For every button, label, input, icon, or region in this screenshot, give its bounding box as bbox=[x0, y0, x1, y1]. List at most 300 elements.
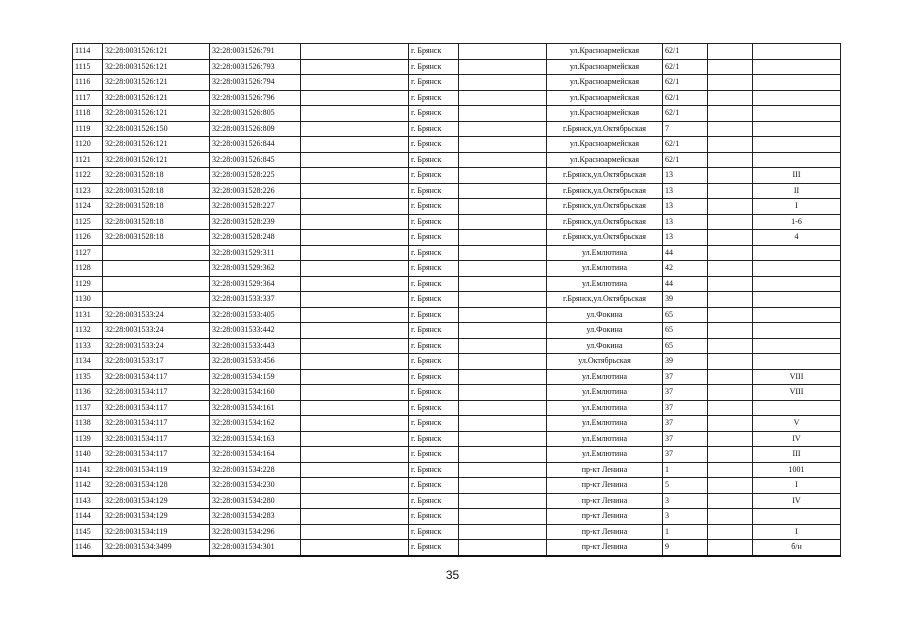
table-cell: 1128 bbox=[73, 261, 103, 277]
table-cell bbox=[301, 354, 409, 370]
table-cell: г. Брянск bbox=[409, 354, 459, 370]
table-cell: 37 bbox=[663, 369, 708, 385]
table-cell bbox=[459, 478, 547, 494]
table-cell bbox=[459, 137, 547, 153]
table-cell: 32:28:0031534:119 bbox=[103, 462, 210, 478]
table-row bbox=[73, 524, 841, 540]
table-cell: ул.Емлютина bbox=[547, 385, 663, 401]
table-cell bbox=[301, 106, 409, 122]
table-cell bbox=[708, 137, 753, 153]
table-cell: ул.Емлютина bbox=[547, 416, 663, 432]
table-cell: ул.Красноармейская bbox=[547, 90, 663, 106]
table-row bbox=[73, 369, 841, 385]
table-cell bbox=[708, 59, 753, 75]
table-cell: VIII bbox=[753, 385, 841, 401]
table-cell bbox=[459, 152, 547, 168]
table-cell: ул.Емлютина bbox=[547, 400, 663, 416]
table-cell: IV bbox=[753, 431, 841, 447]
table-cell bbox=[103, 261, 210, 277]
table-cell bbox=[753, 137, 841, 153]
table-cell bbox=[301, 44, 409, 60]
table-cell bbox=[301, 400, 409, 416]
table-cell bbox=[301, 478, 409, 494]
table-cell: 32:28:0031534:163 bbox=[210, 431, 301, 447]
table-row bbox=[73, 152, 841, 168]
table-cell bbox=[753, 292, 841, 308]
table-cell: г. Брянск bbox=[409, 509, 459, 525]
table-cell: 1001 bbox=[753, 462, 841, 478]
table-cell: г. Брянск bbox=[409, 44, 459, 60]
table-cell bbox=[459, 245, 547, 261]
table-cell: г. Брянск bbox=[409, 462, 459, 478]
table-cell: 13 bbox=[663, 230, 708, 246]
table-cell bbox=[301, 493, 409, 509]
table-cell bbox=[459, 59, 547, 75]
table-cell: г. Брянск bbox=[409, 245, 459, 261]
table-cell bbox=[103, 292, 210, 308]
table-cell: 32:28:0031534:117 bbox=[103, 400, 210, 416]
table-cell: 1115 bbox=[73, 59, 103, 75]
table-cell bbox=[708, 540, 753, 556]
table-cell bbox=[459, 416, 547, 432]
table-cell bbox=[459, 369, 547, 385]
table-cell: ул.Емлютина bbox=[547, 369, 663, 385]
table-cell bbox=[753, 354, 841, 370]
table-cell: пр-кт Ленина bbox=[547, 540, 663, 556]
table-row bbox=[73, 137, 841, 153]
table-cell: г. Брянск bbox=[409, 524, 459, 540]
table-cell bbox=[708, 199, 753, 215]
table-cell: III bbox=[753, 447, 841, 463]
table-cell: 32:28:0031526:805 bbox=[210, 106, 301, 122]
table-cell: 4 bbox=[753, 230, 841, 246]
table-cell: 7 bbox=[663, 121, 708, 137]
table-cell: 32:28:0031534:164 bbox=[210, 447, 301, 463]
table-cell bbox=[708, 183, 753, 199]
table-cell: ул.Красноармейская bbox=[547, 44, 663, 60]
table-cell: V bbox=[753, 416, 841, 432]
table-cell: 32:28:0031526:121 bbox=[103, 75, 210, 91]
table-cell bbox=[301, 199, 409, 215]
table-cell: 1120 bbox=[73, 137, 103, 153]
table-cell bbox=[301, 540, 409, 556]
table-cell: 32:28:0031533:456 bbox=[210, 354, 301, 370]
table-cell: г.Брянск,ул.Октябрьская bbox=[547, 214, 663, 230]
table-cell: 32:28:0031534:119 bbox=[103, 524, 210, 540]
table-cell: 1134 bbox=[73, 354, 103, 370]
table-cell bbox=[753, 245, 841, 261]
table-cell bbox=[708, 168, 753, 184]
table-cell: ул.Емлютина bbox=[547, 431, 663, 447]
table-cell: ул.Емлютина bbox=[547, 447, 663, 463]
table-cell bbox=[753, 44, 841, 60]
table-cell bbox=[753, 121, 841, 137]
table-row bbox=[73, 307, 841, 323]
table-cell: ул.Емлютина bbox=[547, 261, 663, 277]
table-cell: г. Брянск bbox=[409, 183, 459, 199]
table-cell bbox=[459, 121, 547, 137]
table-cell: 32:28:0031528:18 bbox=[103, 183, 210, 199]
table-cell bbox=[753, 261, 841, 277]
table-cell: г. Брянск bbox=[409, 121, 459, 137]
table-cell: 1146 bbox=[73, 540, 103, 556]
table-cell bbox=[301, 369, 409, 385]
table-cell: 1-6 bbox=[753, 214, 841, 230]
table-cell: 62/1 bbox=[663, 152, 708, 168]
table-cell: 13 bbox=[663, 199, 708, 215]
table-cell: пр-кт Ленина bbox=[547, 478, 663, 494]
table-cell: 13 bbox=[663, 183, 708, 199]
table-cell bbox=[301, 261, 409, 277]
table-cell: 32:28:0031534:230 bbox=[210, 478, 301, 494]
table-cell: 32:28:0031526:796 bbox=[210, 90, 301, 106]
table-cell: 62/1 bbox=[663, 59, 708, 75]
table-cell: ул.Красноармейская bbox=[547, 152, 663, 168]
table-cell: 32:28:0031526:809 bbox=[210, 121, 301, 137]
table-row bbox=[73, 385, 841, 401]
table-cell: 42 bbox=[663, 261, 708, 277]
table-cell: 32:28:0031534:301 bbox=[210, 540, 301, 556]
table-row bbox=[73, 462, 841, 478]
table-cell: г. Брянск bbox=[409, 292, 459, 308]
table-cell bbox=[708, 307, 753, 323]
table-row bbox=[73, 292, 841, 308]
table-cell bbox=[301, 152, 409, 168]
table-cell: 5 bbox=[663, 478, 708, 494]
table-cell bbox=[708, 276, 753, 292]
table-row bbox=[73, 261, 841, 277]
table-cell: 1119 bbox=[73, 121, 103, 137]
table-cell bbox=[459, 338, 547, 354]
table-row bbox=[73, 323, 841, 339]
table-cell bbox=[301, 168, 409, 184]
table-cell bbox=[459, 493, 547, 509]
table-cell bbox=[753, 400, 841, 416]
table-cell bbox=[459, 431, 547, 447]
table-row bbox=[73, 493, 841, 509]
table-cell: г. Брянск bbox=[409, 137, 459, 153]
table-cell: 32:28:0031534:117 bbox=[103, 447, 210, 463]
table-cell: 32:28:0031534:128 bbox=[103, 478, 210, 494]
table-cell: 3 bbox=[663, 509, 708, 525]
table-cell: 62/1 bbox=[663, 90, 708, 106]
table-cell bbox=[708, 230, 753, 246]
table-cell: 1132 bbox=[73, 323, 103, 339]
table-cell: 44 bbox=[663, 245, 708, 261]
table-cell: г. Брянск bbox=[409, 90, 459, 106]
table-cell: г. Брянск bbox=[409, 369, 459, 385]
table-cell: б/н bbox=[753, 540, 841, 556]
table-cell bbox=[753, 59, 841, 75]
table-cell: 65 bbox=[663, 307, 708, 323]
table-row bbox=[73, 478, 841, 494]
table-cell: 62/1 bbox=[663, 44, 708, 60]
table-cell: г. Брянск bbox=[409, 276, 459, 292]
table-cell bbox=[459, 183, 547, 199]
table-cell: г. Брянск bbox=[409, 323, 459, 339]
table-cell: 32:28:0031533:24 bbox=[103, 307, 210, 323]
table-cell: ул.Красноармейская bbox=[547, 75, 663, 91]
table-row bbox=[73, 44, 841, 60]
table-cell: 13 bbox=[663, 168, 708, 184]
table-cell: 1127 bbox=[73, 245, 103, 261]
table-row bbox=[73, 400, 841, 416]
table-cell: г. Брянск bbox=[409, 493, 459, 509]
table-cell bbox=[301, 524, 409, 540]
table-cell: 32:28:0031528:227 bbox=[210, 199, 301, 215]
table-cell: 32:28:0031534:117 bbox=[103, 385, 210, 401]
table-cell bbox=[459, 214, 547, 230]
table-cell: 32:28:0031528:18 bbox=[103, 230, 210, 246]
table-cell: 1129 bbox=[73, 276, 103, 292]
table-cell: 32:28:0031534:160 bbox=[210, 385, 301, 401]
table-cell: 32:28:0031534:3499 bbox=[103, 540, 210, 556]
table-cell: г. Брянск bbox=[409, 261, 459, 277]
table-cell: г. Брянск bbox=[409, 416, 459, 432]
table-cell bbox=[301, 431, 409, 447]
table-cell: 1122 bbox=[73, 168, 103, 184]
table-cell: 32:28:0031528:239 bbox=[210, 214, 301, 230]
table-cell bbox=[301, 509, 409, 525]
table-cell: 1138 bbox=[73, 416, 103, 432]
table-cell: г. Брянск bbox=[409, 230, 459, 246]
table-cell: 1117 bbox=[73, 90, 103, 106]
table-row bbox=[73, 416, 841, 432]
table-cell: пр-кт Ленина bbox=[547, 524, 663, 540]
table-cell: 32:28:0031526:845 bbox=[210, 152, 301, 168]
table-cell: 32:28:0031534:129 bbox=[103, 493, 210, 509]
table-cell bbox=[459, 307, 547, 323]
table-cell: 9 bbox=[663, 540, 708, 556]
table-cell bbox=[301, 385, 409, 401]
table-row bbox=[73, 183, 841, 199]
table-cell bbox=[301, 214, 409, 230]
table-cell bbox=[753, 152, 841, 168]
table-cell: 1121 bbox=[73, 152, 103, 168]
table-cell bbox=[459, 540, 547, 556]
table-row bbox=[73, 509, 841, 525]
table-row bbox=[73, 168, 841, 184]
table-cell: 32:28:0031534:228 bbox=[210, 462, 301, 478]
table-cell: 1118 bbox=[73, 106, 103, 122]
table-cell: 1145 bbox=[73, 524, 103, 540]
table-cell bbox=[708, 416, 753, 432]
table-cell: 37 bbox=[663, 431, 708, 447]
table-cell bbox=[753, 90, 841, 106]
table-row bbox=[73, 75, 841, 91]
table-cell bbox=[301, 121, 409, 137]
table-cell: 32:28:0031534:129 bbox=[103, 509, 210, 525]
table-cell bbox=[753, 509, 841, 525]
table-cell: пр-кт Ленина bbox=[547, 493, 663, 509]
table-cell bbox=[301, 59, 409, 75]
table-cell bbox=[459, 90, 547, 106]
table-cell: г. Брянск bbox=[409, 75, 459, 91]
table-cell: 32:28:0031526:121 bbox=[103, 106, 210, 122]
table-row bbox=[73, 214, 841, 230]
table-cell: г. Брянск bbox=[409, 400, 459, 416]
table-cell: ул.Фокина bbox=[547, 307, 663, 323]
table-row bbox=[73, 90, 841, 106]
table-cell: г. Брянск bbox=[409, 152, 459, 168]
table-cell bbox=[459, 447, 547, 463]
table-cell bbox=[103, 276, 210, 292]
table-cell: 1143 bbox=[73, 493, 103, 509]
table-cell: 44 bbox=[663, 276, 708, 292]
table-cell: ул.Фокина bbox=[547, 323, 663, 339]
table-row bbox=[73, 245, 841, 261]
table-cell bbox=[708, 214, 753, 230]
table-cell: I bbox=[753, 199, 841, 215]
table-cell: 1141 bbox=[73, 462, 103, 478]
table-cell: 39 bbox=[663, 354, 708, 370]
table-cell bbox=[459, 168, 547, 184]
table-cell: II bbox=[753, 183, 841, 199]
table-cell: 32:28:0031529:364 bbox=[210, 276, 301, 292]
table-cell: ул.Красноармейская bbox=[547, 137, 663, 153]
table-cell: 32:28:0031533:24 bbox=[103, 323, 210, 339]
table-cell bbox=[301, 447, 409, 463]
table-cell bbox=[708, 447, 753, 463]
table-cell bbox=[753, 276, 841, 292]
table-cell: 32:28:0031534:117 bbox=[103, 416, 210, 432]
table-cell: 1131 bbox=[73, 307, 103, 323]
table-cell: 1 bbox=[663, 462, 708, 478]
table-cell: 62/1 bbox=[663, 137, 708, 153]
table-row bbox=[73, 199, 841, 215]
table-cell: IV bbox=[753, 493, 841, 509]
table-cell: 37 bbox=[663, 447, 708, 463]
table-cell: 32:28:0031534:161 bbox=[210, 400, 301, 416]
table-cell bbox=[301, 75, 409, 91]
table-cell bbox=[753, 75, 841, 91]
table-cell: г. Брянск bbox=[409, 168, 459, 184]
table-cell bbox=[708, 369, 753, 385]
table-cell: 32:28:0031529:362 bbox=[210, 261, 301, 277]
table-cell bbox=[459, 524, 547, 540]
table-cell bbox=[708, 524, 753, 540]
table-cell: г. Брянск bbox=[409, 385, 459, 401]
table-cell bbox=[708, 354, 753, 370]
table-cell: 1126 bbox=[73, 230, 103, 246]
table-cell: 1116 bbox=[73, 75, 103, 91]
table-cell bbox=[708, 75, 753, 91]
table-cell bbox=[459, 385, 547, 401]
table-cell: 1130 bbox=[73, 292, 103, 308]
table-cell: 37 bbox=[663, 385, 708, 401]
table-cell: ул.Красноармейская bbox=[547, 106, 663, 122]
table-cell: г. Брянск bbox=[409, 106, 459, 122]
table-cell: 1135 bbox=[73, 369, 103, 385]
table-cell: 32:28:0031526:793 bbox=[210, 59, 301, 75]
table-cell: 32:28:0031526:150 bbox=[103, 121, 210, 137]
table-cell bbox=[708, 323, 753, 339]
table-cell: 32:28:0031529:311 bbox=[210, 245, 301, 261]
table-cell bbox=[301, 230, 409, 246]
table-cell: ул.Октябрьская bbox=[547, 354, 663, 370]
table-cell: 1144 bbox=[73, 509, 103, 525]
table-cell bbox=[708, 509, 753, 525]
table-cell bbox=[459, 75, 547, 91]
table-cell bbox=[459, 400, 547, 416]
table-cell: 62/1 bbox=[663, 106, 708, 122]
table-cell: г. Брянск bbox=[409, 447, 459, 463]
table-cell: г. Брянск bbox=[409, 431, 459, 447]
table-cell: г. Брянск bbox=[409, 199, 459, 215]
table-body bbox=[73, 44, 841, 556]
table-cell: 32:28:0031528:248 bbox=[210, 230, 301, 246]
table-cell: г. Брянск bbox=[409, 307, 459, 323]
table-cell: 32:28:0031533:443 bbox=[210, 338, 301, 354]
table-cell bbox=[459, 199, 547, 215]
table-cell bbox=[301, 323, 409, 339]
table-row bbox=[73, 354, 841, 370]
table-cell: 32:28:0031533:442 bbox=[210, 323, 301, 339]
table-cell bbox=[459, 276, 547, 292]
table-cell: пр-кт Ленина bbox=[547, 462, 663, 478]
table-cell: ул.Фокина bbox=[547, 338, 663, 354]
table-cell bbox=[753, 307, 841, 323]
table-cell: 3 bbox=[663, 493, 708, 509]
table-cell: г.Брянск,ул.Октябрьская bbox=[547, 292, 663, 308]
table-cell bbox=[301, 90, 409, 106]
table-cell bbox=[301, 307, 409, 323]
table-cell bbox=[708, 245, 753, 261]
table-cell bbox=[301, 338, 409, 354]
table-cell bbox=[708, 44, 753, 60]
table-row bbox=[73, 338, 841, 354]
table-cell: I bbox=[753, 524, 841, 540]
table-cell bbox=[708, 462, 753, 478]
table-cell bbox=[459, 261, 547, 277]
table-cell: 32:28:0031534:283 bbox=[210, 509, 301, 525]
table-cell: VIII bbox=[753, 369, 841, 385]
table-cell: г.Брянск,ул.Октябрьская bbox=[547, 168, 663, 184]
table-cell: ул.Емлютина bbox=[547, 245, 663, 261]
table-cell: 32:28:0031533:405 bbox=[210, 307, 301, 323]
table-cell: I bbox=[753, 478, 841, 494]
page-number: 35 bbox=[445, 568, 460, 582]
table-cell bbox=[301, 276, 409, 292]
table-cell bbox=[459, 292, 547, 308]
table-row bbox=[73, 121, 841, 137]
table-cell: 32:28:0031533:24 bbox=[103, 338, 210, 354]
table-cell: 65 bbox=[663, 323, 708, 339]
table-cell bbox=[301, 292, 409, 308]
table-row bbox=[73, 230, 841, 246]
table-cell bbox=[753, 106, 841, 122]
table-row bbox=[73, 276, 841, 292]
table-cell: 32:28:0031534:117 bbox=[103, 431, 210, 447]
table-cell: 1137 bbox=[73, 400, 103, 416]
table-cell: ул.Емлютина bbox=[547, 276, 663, 292]
table-cell: 1 bbox=[663, 524, 708, 540]
table-cell bbox=[708, 152, 753, 168]
table-cell bbox=[753, 338, 841, 354]
table-cell: 1142 bbox=[73, 478, 103, 494]
table-row bbox=[73, 106, 841, 122]
table-cell bbox=[459, 509, 547, 525]
table-cell: 1125 bbox=[73, 214, 103, 230]
table-cell: 32:28:0031534:162 bbox=[210, 416, 301, 432]
table-cell bbox=[708, 431, 753, 447]
table-cell: г. Брянск bbox=[409, 478, 459, 494]
table-cell bbox=[753, 323, 841, 339]
table-cell bbox=[708, 121, 753, 137]
table-cell bbox=[103, 245, 210, 261]
table-cell: 32:28:0031526:121 bbox=[103, 59, 210, 75]
table-cell bbox=[708, 292, 753, 308]
